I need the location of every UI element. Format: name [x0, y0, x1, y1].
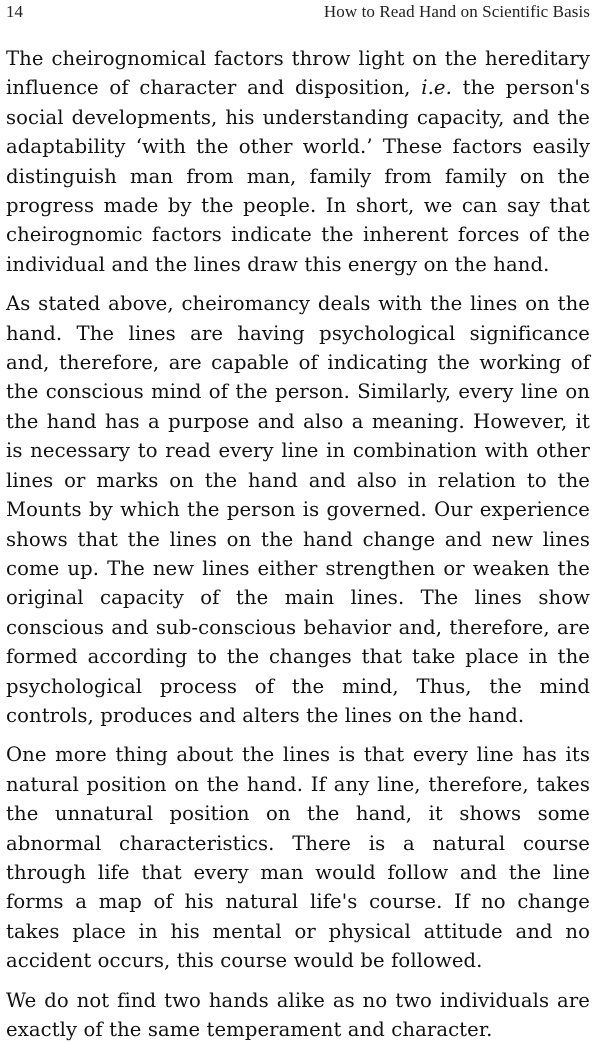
paragraph-1-end: the person's social developments, his understanding capacity, and the adaptability ‘with the other world.’ These factors easily distinguish man from man, family from family on the progress made by the people. In short, we can say that cheirognomic factors indicate the inherent forces of the individual and the lines draw this energy on the hand.: [6, 76, 590, 276]
running-title: How to Read Hand on Scientific Basis: [323, 2, 590, 21]
paragraph-4: We do not find two hands alike as no two individuals are exactly of the same temperament and character.: [6, 988, 590, 1041]
body-text: [6, 44, 590, 1044]
paragraph-1-start: The cheirognomical factors throw light on the hereditary influence of character and disposition,: [6, 47, 590, 100]
running-header: [6, 0, 590, 36]
paragraph-1: [6, 44, 590, 279]
paragraph-3: One more thing about the lines is that every line has its natural position on the hand. If any line, therefore, takes the unnatural position on the hand, it shows some abnormal characteristics. There is a natural course through life that every man would follow and the line forms a map of his natural life's course. If no change takes place in his mental or physical attitude and no accident occurs, this course would be followed.: [6, 743, 590, 973]
paragraph-2: As stated above, cheiromancy deals with the lines on the hand. The lines are having psychological significance and, therefore, are capable of indicating the working of the conscious mind of the person. Similarly, every line on the hand has a purpose and also a meaning. However, it is necessary to read every line in combination with other lines or marks on the hand and also in relation to the Mounts by which the person is governed. Our experience shows that the lines on the hand change and new lines come up. The new lines either strengthen or weaken the original capacity of the main lines. The lines show conscious and sub-conscious behavior and, therefore, are formed according to the changes that take place in the psychological process of the mind, Thus, the mind controls, produces and alters the lines on the hand.: [6, 292, 590, 727]
page-number: 14: [6, 2, 23, 21]
paragraph-1-italic: i.e.: [421, 76, 452, 100]
